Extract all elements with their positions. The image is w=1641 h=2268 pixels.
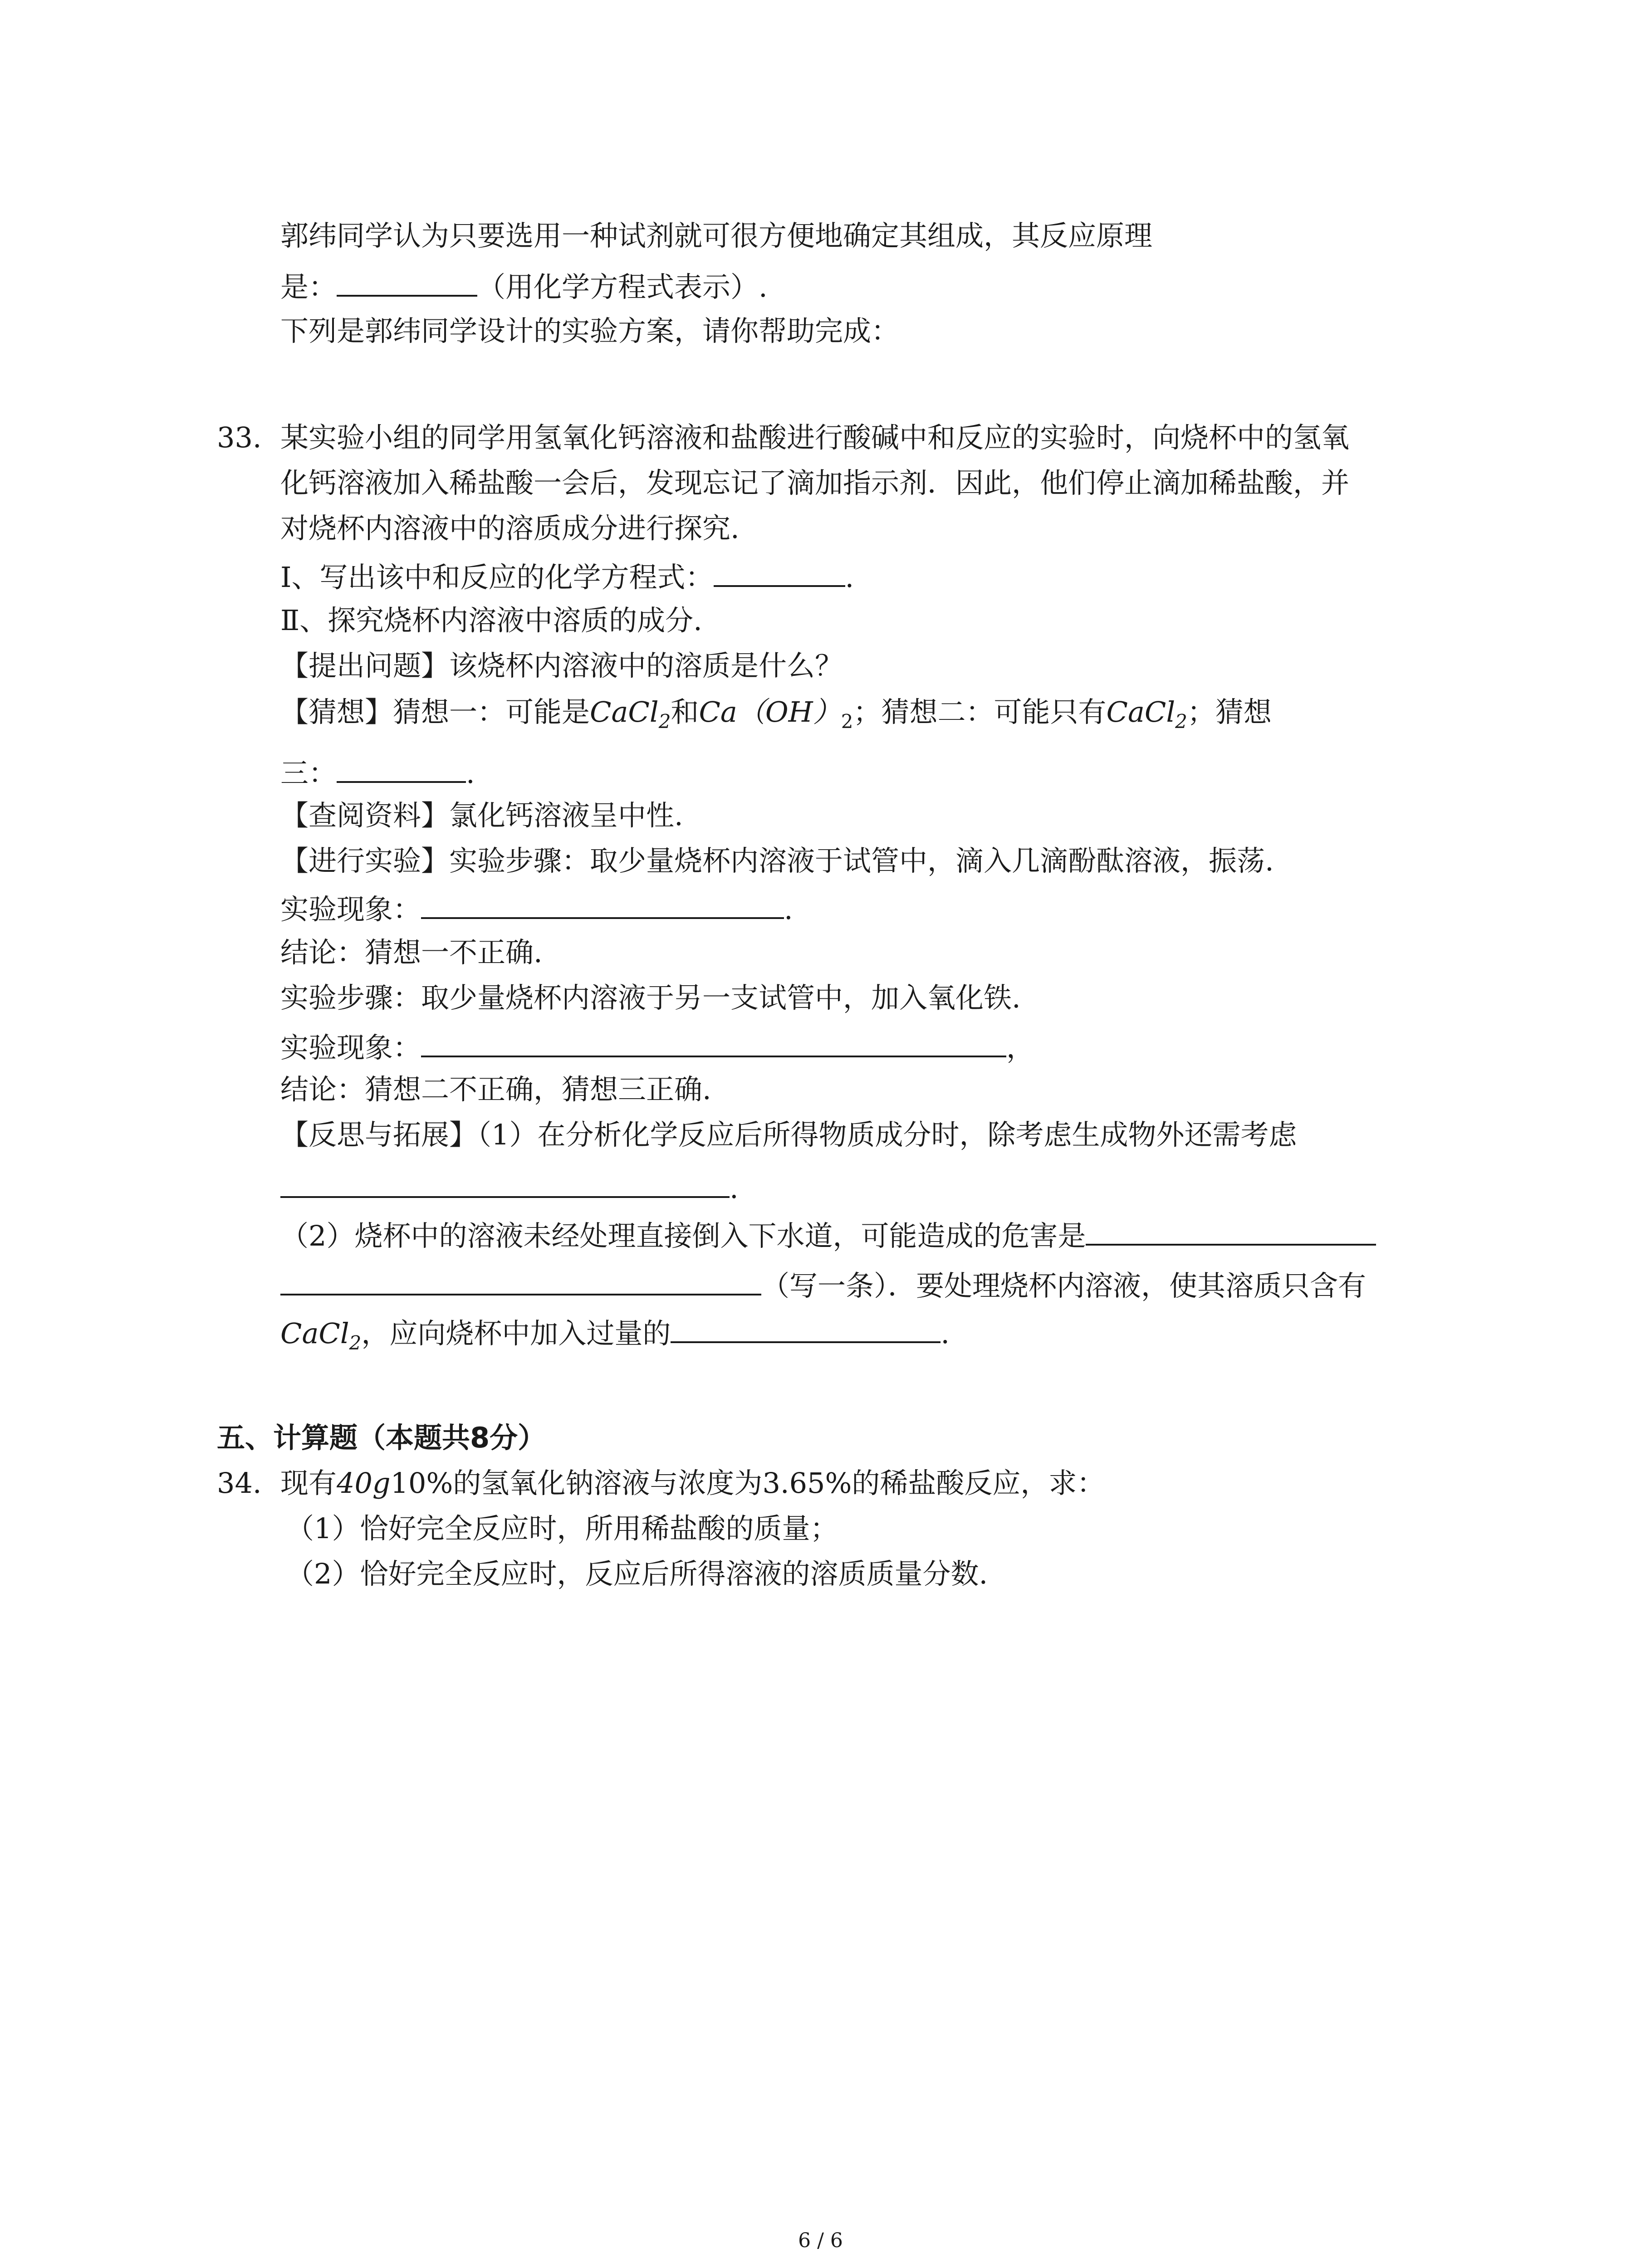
q33-reflect2 xyxy=(280,1216,1376,1254)
q33-info: 【查阅资料】氯化钙溶液呈中性. xyxy=(280,799,683,832)
answer-blank-equation[interactable] xyxy=(337,267,477,297)
q33-concl2: 结论：猜想二不正确，猜想三正确. xyxy=(280,1073,711,1106)
q34-stem-b: 的氢氧化钠溶液与浓度为 xyxy=(453,1466,763,1500)
q34-stem xyxy=(280,1465,1105,1501)
q34-conc: 3.65% xyxy=(762,1466,852,1500)
q33-stem-1: 某实验小组的同学用氢氧化钙溶液和盐酸进行酸碱中和反应的实验时，向烧杯中的氢氧 xyxy=(280,421,1350,454)
q33-part1-prefix: Ⅰ、写出该中和反应的化学方程式： xyxy=(280,561,714,594)
page-number: 6 / 6 xyxy=(798,2229,843,2252)
q33-guess3 xyxy=(280,753,475,792)
guess-and: 和 xyxy=(671,695,699,728)
phen1-label: 实验现象： xyxy=(280,893,421,926)
phen2-suffix: ， xyxy=(1006,1031,1035,1064)
answer-blank-harm-b[interactable] xyxy=(280,1266,761,1295)
intro-line-2-suffix: （用化学方程式表示）. xyxy=(477,270,768,303)
q33-stem-3: 对烧杯内溶液中的溶质成分进行探究. xyxy=(280,512,740,545)
intro-line-3: 下列是郭纬同学设计的实验方案，请你帮助完成： xyxy=(280,314,900,347)
q33-stem-2: 化钙溶液加入稀盐酸一会后，发现忘记了滴加指示剂．因此，他们停止滴加稀盐酸，并 xyxy=(280,466,1350,499)
chem-oh-sub: 2 xyxy=(841,710,853,733)
guess3-suffix: . xyxy=(466,757,475,790)
answer-blank-harm-a[interactable] xyxy=(1086,1216,1376,1246)
guess-label: 【猜想】猜想一：可能是 xyxy=(280,695,590,728)
intro-line-2-prefix: 是： xyxy=(280,270,337,303)
guess3-prefix: 三： xyxy=(280,757,337,790)
q34-mass: 40g xyxy=(337,1466,391,1500)
q34-number: 34. xyxy=(217,1466,262,1500)
chem-cacl2-b: CaCl$_2$ xyxy=(1106,695,1187,733)
q33-reflect1: 【反思与拓展】（1）在分析化学反应后所得物质成分时，除考虑生成物外还需考虑 xyxy=(280,1118,1297,1151)
intro-line-2 xyxy=(280,267,768,305)
reflect2-text: （2）烧杯中的溶液未经处理直接倒入下水道，可能造成的危害是 xyxy=(280,1219,1086,1252)
reflect3-mid: ，应向烧杯中加入过量的 xyxy=(361,1317,671,1350)
phen2-label: 实验现象： xyxy=(280,1031,421,1064)
chem-oh: （OH） xyxy=(737,695,841,728)
guess-sep2: ；猜想二：可能只有 xyxy=(853,695,1107,728)
chem-ca: Ca xyxy=(699,695,737,728)
q33-number: 33. xyxy=(217,421,262,454)
answer-blank-reagent[interactable] xyxy=(671,1313,941,1343)
answer-blank-guess3[interactable] xyxy=(337,753,466,783)
q33-exp1: 【进行实验】实验步骤：取少量烧杯内溶液于试管中，滴入几滴酚酞溶液，振荡. xyxy=(280,844,1274,877)
guess-tail: ；猜想 xyxy=(1187,695,1272,728)
chem-cacl2-c: CaCl$_2$ xyxy=(280,1317,362,1354)
q33-concl1: 结论：猜想一不正确. xyxy=(280,936,543,969)
q34-sub1: （1）恰好完全反应时，所用稀盐酸的质量； xyxy=(286,1512,838,1545)
q33-part1-suffix: . xyxy=(845,561,854,594)
answer-blank-reflect1[interactable] xyxy=(280,1168,730,1198)
q33-part1 xyxy=(280,557,854,596)
chem-cacl2: CaCl$_2$ xyxy=(590,695,671,733)
intro-line-1: 郭纬同学认为只要选用一种试剂就可很方便地确定其组成，其反应原理 xyxy=(280,219,1153,252)
reflect3-suffix: . xyxy=(941,1317,950,1350)
q33-guess-line xyxy=(280,694,1272,733)
q34-sub2: （2）恰好完全反应时，反应后所得溶液的溶质质量分数. xyxy=(286,1557,988,1590)
answer-blank-phenomenon1[interactable] xyxy=(421,889,784,919)
q33-part2: Ⅱ、探究烧杯内溶液中溶质的成分. xyxy=(280,604,702,637)
phen1-suffix: . xyxy=(784,893,793,926)
q33-phen1 xyxy=(280,889,793,928)
q34-stem-c: 的稀盐酸反应，求： xyxy=(852,1466,1105,1500)
q33-reflect2b xyxy=(280,1266,1366,1304)
answer-blank-neutralization[interactable] xyxy=(714,557,845,587)
section5-heading: 五、计算题（本题共8分） xyxy=(217,1421,546,1454)
answer-blank-phenomenon2[interactable] xyxy=(421,1027,1006,1057)
reflect1-suffix: . xyxy=(730,1172,739,1205)
reflect2b-text: （写一条）．要处理烧杯内溶液，使其溶质只含有 xyxy=(761,1269,1367,1302)
q33-phen2 xyxy=(280,1027,1034,1066)
q33-exp2: 实验步骤：取少量烧杯内溶液于另一支试管中，加入氧化铁. xyxy=(280,981,1021,1014)
q34-stem-a: 现有 xyxy=(280,1466,337,1500)
q33-reflect3 xyxy=(280,1313,950,1352)
q33-question: 【提出问题】该烧杯内溶液中的溶质是什么？ xyxy=(280,649,843,682)
q34-pct: 10% xyxy=(390,1466,453,1500)
q33-reflect1-blank-line xyxy=(280,1168,739,1207)
